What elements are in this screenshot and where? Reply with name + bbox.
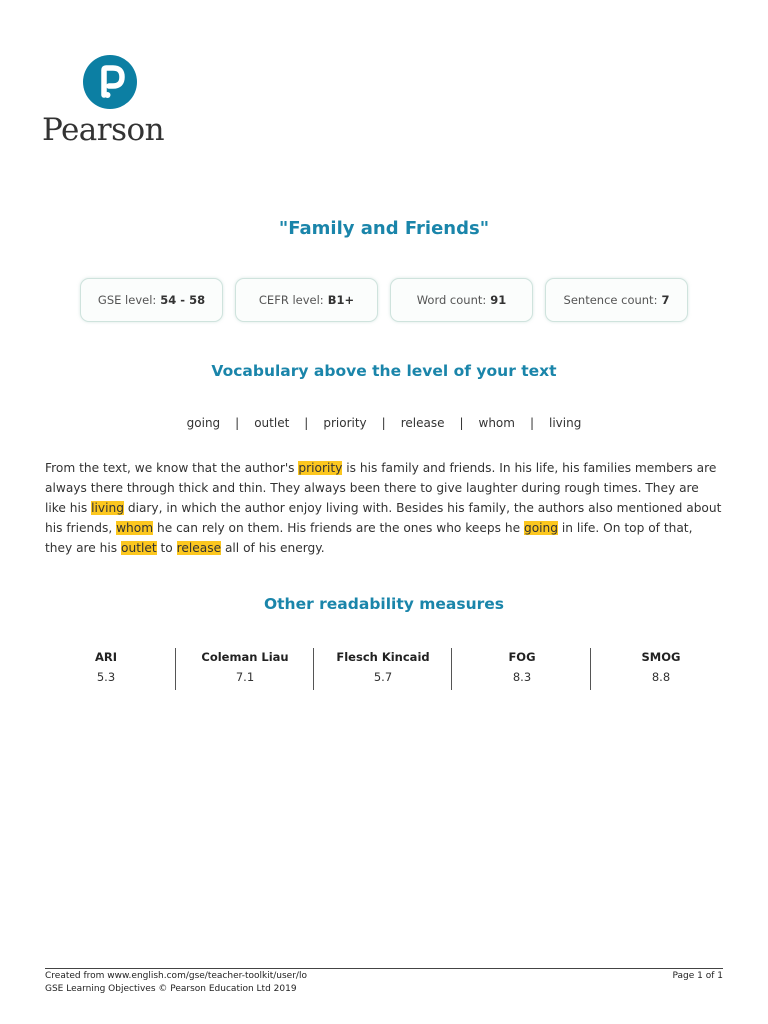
vocab-separator: |	[459, 416, 464, 430]
text-segment: to	[156, 541, 177, 555]
word-count-value: 91	[490, 293, 507, 307]
vocab-word: release	[400, 416, 445, 430]
highlighted-word: whom	[116, 521, 154, 535]
word-count-badge	[390, 278, 533, 322]
vocab-separator: |	[529, 416, 535, 430]
vocab-word: going	[186, 416, 221, 430]
text-segment: diary, in which the author enjoy living with. Besides his family, the authors also mentioned about his friends,	[45, 501, 722, 535]
vocab-word: priority	[323, 416, 367, 430]
measure-value: 8.3	[512, 670, 532, 684]
readability-heading: Other readability measures	[263, 595, 505, 613]
measure-name: ARI	[94, 650, 118, 664]
measure-name: FOG	[508, 650, 536, 664]
gse-level-value: 54 - 58	[160, 293, 206, 307]
vocab-separator: |	[304, 416, 309, 430]
measure-value: 5.7	[373, 670, 393, 684]
stats-badges	[80, 278, 688, 322]
footer-left	[45, 970, 307, 996]
cefr-level-value: B1+	[327, 293, 355, 307]
footer-copyright: GSE Learning Objectives © Pearson Education Ltd 2019	[45, 984, 297, 994]
measure-value: 7.1	[235, 670, 255, 684]
vocab-separator: |	[381, 416, 386, 430]
measure-name: Coleman Liau	[201, 650, 289, 664]
measure-ari	[37, 648, 175, 690]
footer-source: Created from www.english.com/gse/teacher-toolkit/user/lo	[45, 971, 307, 981]
sentence-count-badge	[545, 278, 688, 322]
page-title: "Family and Friends"	[278, 218, 490, 239]
text-segment: all of his energy.	[221, 541, 325, 555]
highlighted-word: outlet	[121, 541, 157, 555]
highlighted-word: living	[91, 501, 124, 515]
vocab-word: living	[549, 416, 582, 430]
text-segment: From the text, we know that the author's	[45, 461, 299, 475]
gse-level-badge	[80, 278, 223, 322]
vocab-word: whom	[478, 416, 515, 430]
measure-value: 5.3	[96, 670, 116, 684]
text-segment: he can rely on them. His friends are the ones who keeps he	[153, 521, 524, 535]
cefr-level-badge	[235, 278, 378, 322]
measure-divider	[451, 648, 452, 690]
measure-name: SMOG	[641, 650, 681, 664]
highlighted-word: going	[523, 521, 558, 535]
vocab-separator: |	[235, 416, 240, 430]
measure-flesch-kincaid	[314, 648, 452, 690]
highlighted-word: priority	[298, 461, 343, 475]
vocab-word: outlet	[254, 416, 290, 430]
page-number: Page 1 of 1	[672, 971, 723, 981]
measure-name: Flesch Kincaid	[336, 650, 430, 664]
measure-fog	[453, 648, 591, 690]
sentence-count-value: 7	[661, 293, 670, 307]
highlighted-word: release	[176, 541, 222, 555]
measure-coleman-liau	[176, 648, 314, 690]
pearson-logo-icon	[82, 54, 138, 110]
word-count-label: Word count:	[416, 293, 487, 307]
vocabulary-heading: Vocabulary above the level of your text	[211, 362, 557, 380]
vocabulary-list	[0, 416, 768, 430]
gse-level-label: GSE level:	[97, 293, 157, 307]
pearson-wordmark: Pearson	[42, 112, 165, 148]
cefr-level-label: CEFR level:	[258, 293, 324, 307]
measure-divider	[590, 648, 591, 690]
readability-measures	[37, 648, 730, 690]
sentence-count-label: Sentence count:	[563, 293, 658, 307]
pearson-logo	[42, 54, 182, 150]
footer-divider	[45, 968, 723, 969]
analyzed-text	[45, 458, 723, 558]
measure-smog	[592, 648, 730, 690]
text-segment: in life. On top of that, they are his	[45, 521, 693, 555]
measure-value: 8.8	[651, 670, 671, 684]
text-segment: is his family and friends. In his life, his families members are always there through thick and thin. They always been there to give laughter during rough times. They are like his	[45, 461, 717, 515]
